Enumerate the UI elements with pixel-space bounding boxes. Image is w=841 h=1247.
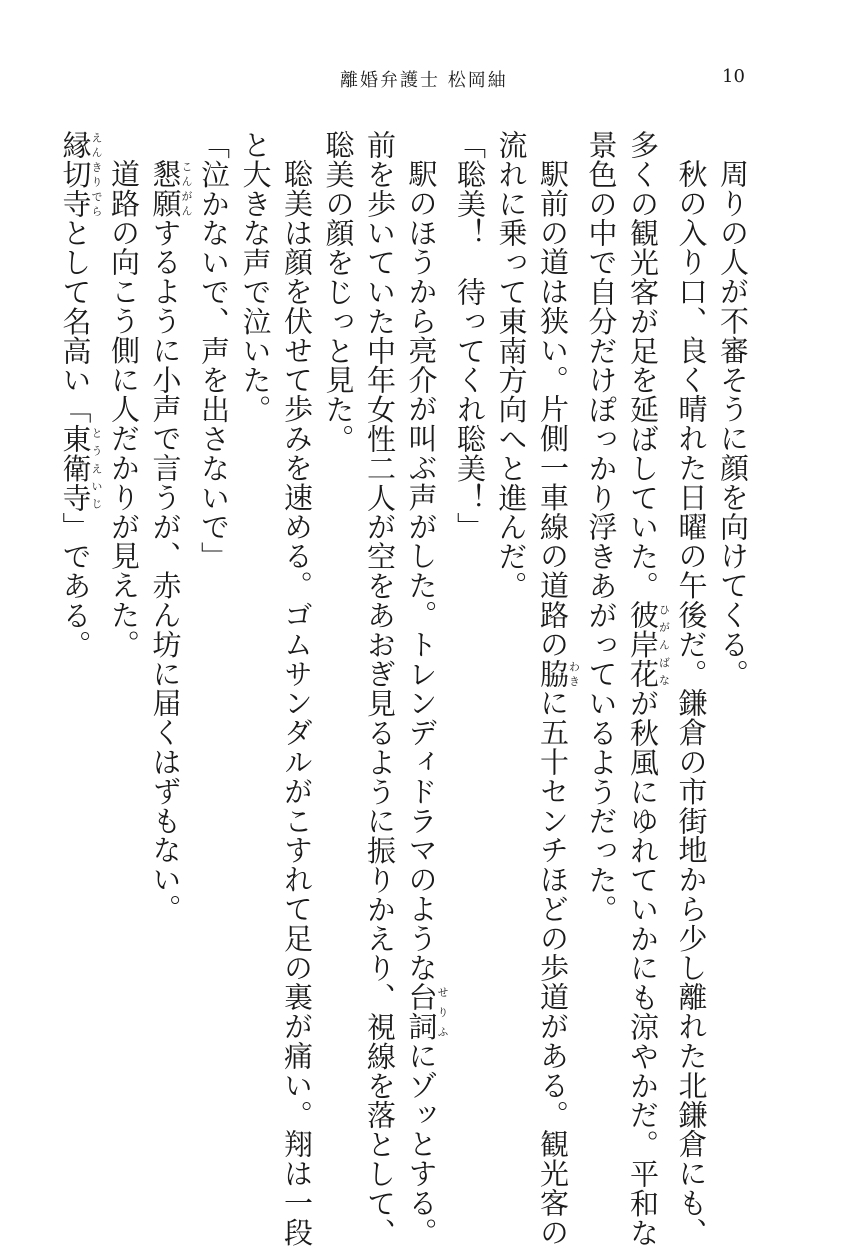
text-line [712, 130, 754, 1130]
text-line [449, 130, 491, 1130]
text-segment: するように小声で言うが、赤ん坊に届くはずもない。 [148, 217, 183, 924]
text-line [234, 130, 276, 1130]
text-segment: に五十センチほどの歩道がある。観光客の [536, 688, 570, 1247]
text-line [580, 130, 622, 1130]
body-text [54, 130, 753, 1247]
text-line [622, 130, 671, 1247]
ruby-word [404, 982, 449, 1042]
text-segment: 駅のほうから亮介が叫ぶ声がした。トレンディドラマのような [404, 159, 439, 983]
text-line [54, 130, 103, 1130]
text-segment: 聡美は顔を伏せて歩みを速める。ゴムサンダルがこすれて足の裏が痛い。翔は一段 [280, 159, 314, 1247]
ruby-word [626, 600, 671, 689]
ruby-reading: こんがん [180, 159, 193, 218]
text-line [670, 130, 712, 1247]
ruby-base: 東衛寺 [58, 424, 93, 513]
text-segment: 」である。 [58, 512, 93, 660]
text-segment: 「聡美！ 待ってくれ聡美！」 [453, 130, 487, 542]
ruby-reading: ひがんばな [657, 600, 671, 689]
ruby-base: 台詞 [404, 982, 439, 1042]
text-line [359, 130, 401, 1247]
text-line [532, 130, 581, 1247]
text-segment: 秋の入り口、良く晴れた日曜の午後だ。鎌倉の市街地から少し離れた北鎌倉にも、 [674, 159, 709, 1247]
ruby-word [148, 159, 193, 218]
text-segment: 流れに乗って東南方向へと進んだ。 [494, 130, 529, 601]
page-number: 10 [722, 66, 745, 87]
ruby-reading: とうえいじ [90, 424, 103, 513]
text-line [317, 130, 359, 1130]
text-segment: 景色の中で自分だけぽっかり浮きあがっているようだった。 [584, 130, 619, 924]
ruby-reading: えんきりでら [90, 130, 103, 219]
ruby-word [58, 424, 103, 513]
text-line [276, 130, 318, 1247]
text-segment: 周りの人が不審そうに顔を向けてくる。 [716, 159, 750, 689]
text-line [193, 130, 235, 1130]
text-segment: と大きな声で泣いた。 [238, 130, 273, 424]
text-line [490, 130, 532, 1130]
ruby-base: 縁切寺 [58, 130, 93, 219]
ruby-word [58, 130, 103, 219]
text-segment: 多くの観光客が足を延ばしていた。 [626, 130, 660, 601]
text-segment: 駅前の道は狭い。片側一車線の道路の [536, 159, 570, 659]
text-segment: 「泣かないで、声を出さないで」 [197, 130, 231, 571]
text-segment: として名高い「 [58, 218, 93, 425]
text-line [144, 130, 193, 1130]
text-line [103, 130, 145, 1130]
ruby-word [536, 658, 581, 689]
running-header-title: 離婚弁護士 松岡紬 [340, 70, 508, 91]
ruby-reading: わき [567, 658, 581, 689]
text-segment: 道路の向こう側に人だかりが見えた。 [107, 159, 141, 659]
text-segment: が秋風にゆれていかにも涼やかだ。平和な [626, 688, 660, 1247]
ruby-base: 懇願 [148, 159, 183, 218]
text-segment: 聡美の顔をじっと見た。 [321, 130, 356, 454]
text-line [400, 130, 449, 1247]
text-segment: にゾッとする。 [404, 1041, 439, 1247]
ruby-base: 脇 [536, 658, 570, 689]
ruby-base: 彼岸花 [626, 600, 660, 689]
text-segment: 前を歩いていた中年女性二人が空をあおぎ見るように振りかえり、視線を落として、 [363, 130, 397, 1247]
ruby-reading: せりふ [436, 982, 449, 1042]
